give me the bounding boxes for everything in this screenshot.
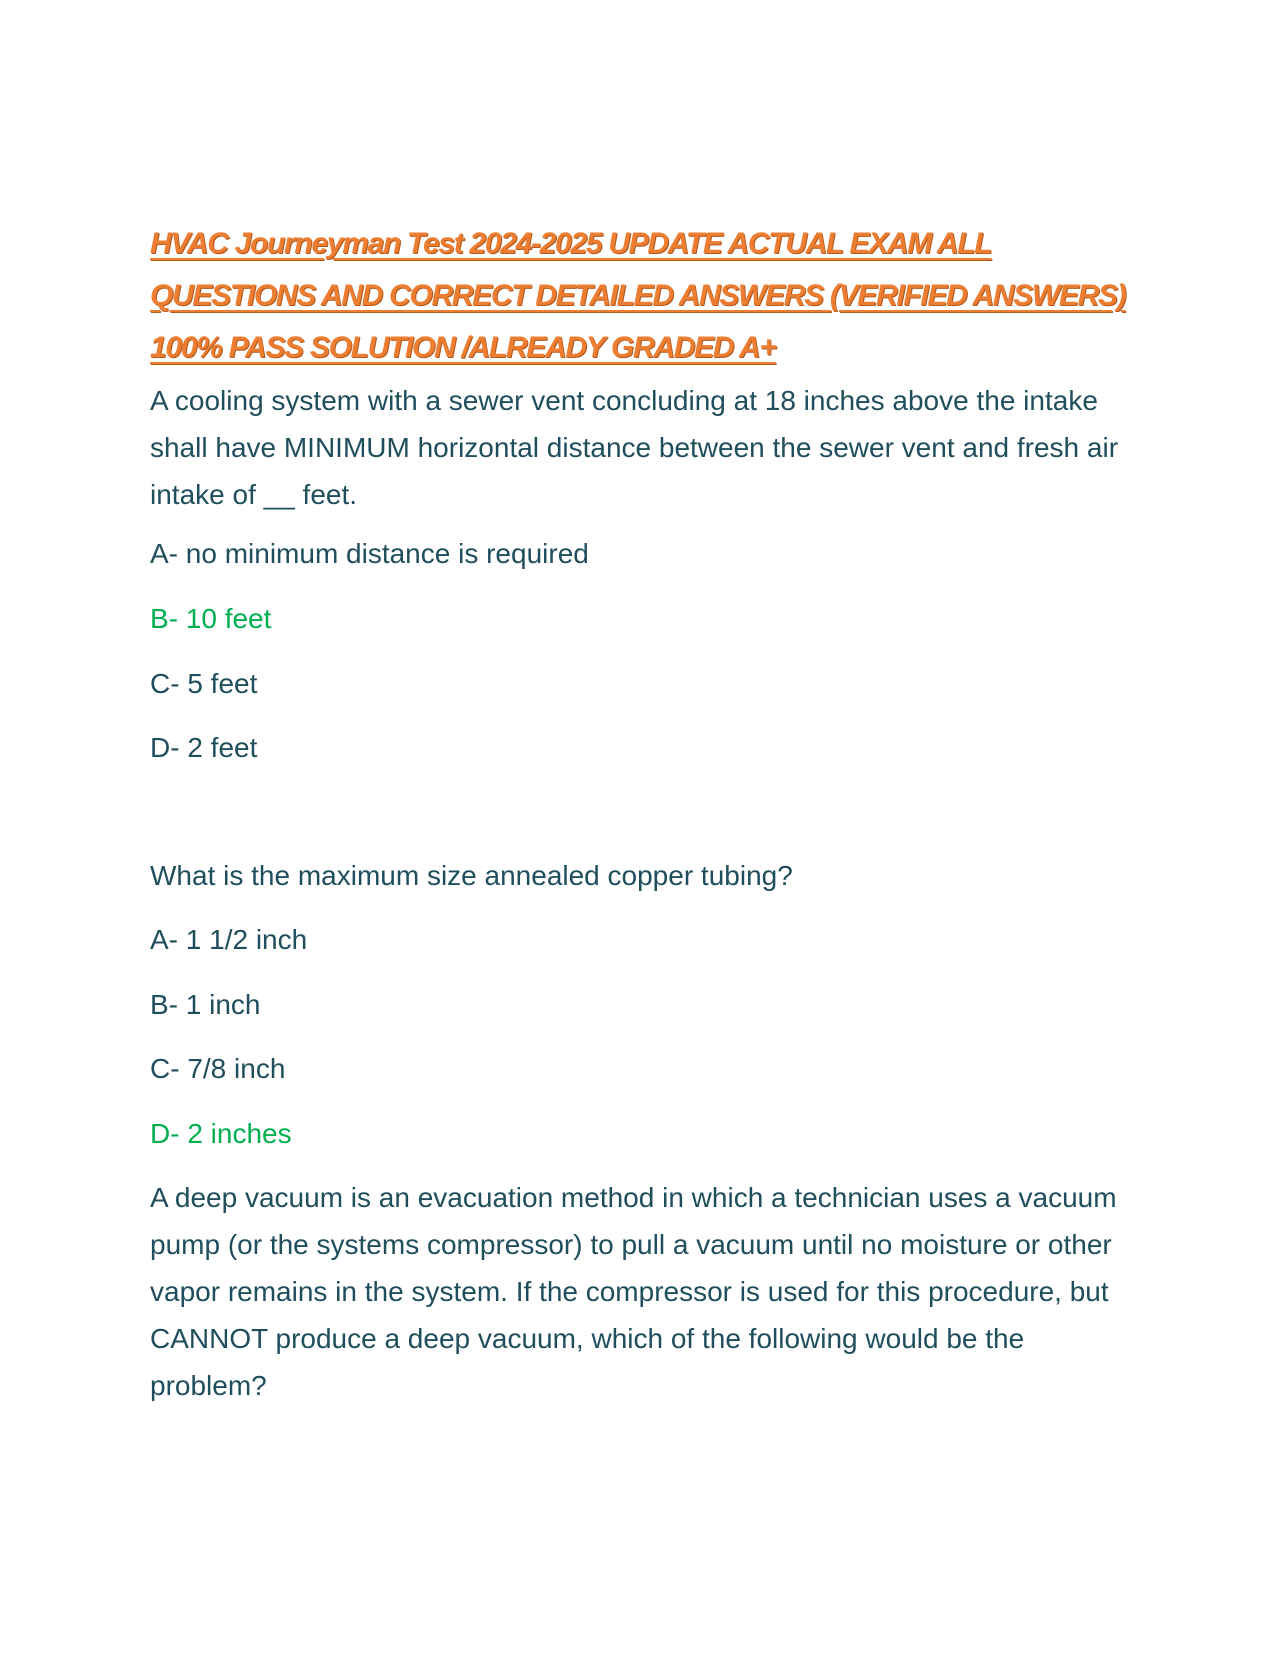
question-1-option-d: D- 2 feet (150, 732, 258, 763)
question-2-option-d-correct: D- 2 inches (150, 1118, 292, 1149)
question-1-option-b-correct: B- 10 feet (150, 603, 272, 634)
question-2-option-b: B- 1 inch (150, 989, 261, 1020)
question-1-text: A cooling system with a sewer vent concluding at 18 inches above the intake shall have MINIMUM horizontal distance between the sewer vent and fresh air intake of __ feet. (150, 385, 1119, 510)
question-2-text: What is the maximum size annealed copper tubing? (150, 860, 793, 891)
question-3-text: A deep vacuum is an evacuation method in which a technician uses a vacuum pump (or the systems compressor) to pull a vacuum until no moisture or other vapor remains in the system. If the compressor is used for this procedure, but CANNOT produce a deep vacuum, which of the following would be the problem? (150, 1182, 1117, 1401)
question-1-option-c: C- 5 feet (150, 668, 258, 699)
question-1-option-a: A- no minimum distance is required (150, 538, 589, 569)
document-title: HVAC Journeyman Test 2024-2025 UPDATE ACTUAL EXAM ALL QUESTIONS AND CORRECT DETAILED ANSWERS (VERIFIED ANSWERS) 100% PASS SOLUTION /ALREADY GRADED A+ (150, 227, 1126, 364)
question-2-option-c: C- 7/8 inch (150, 1053, 286, 1084)
question-2-option-a: A- 1 1/2 inch (150, 924, 308, 955)
